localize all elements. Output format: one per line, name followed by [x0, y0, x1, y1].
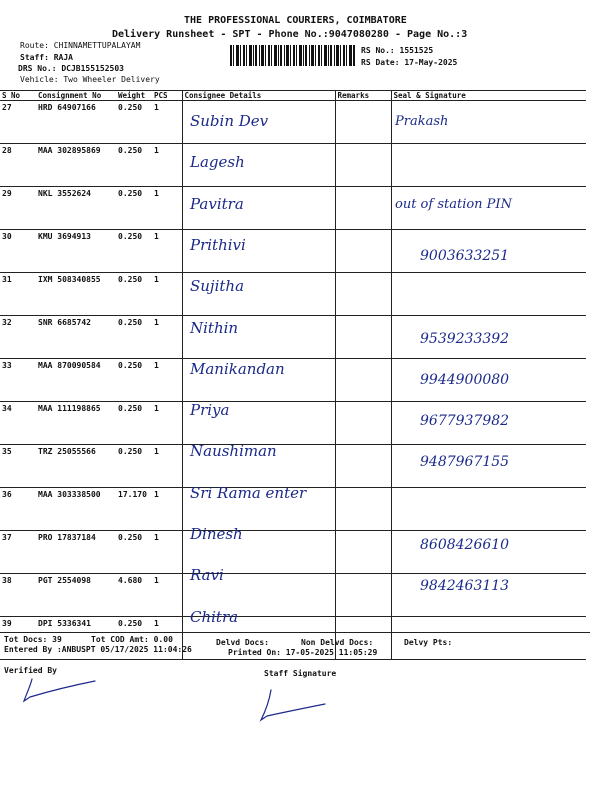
row-consignment-no: PRO 17837184 [36, 531, 116, 574]
row-pcs: 1 [152, 531, 182, 574]
row-pcs: 1 [152, 617, 182, 660]
row-remarks [335, 531, 391, 574]
row-consignment-no: MAA 302895869 [36, 144, 116, 187]
handwritten-consignee-name: Dinesh [190, 525, 243, 543]
col-header-seal: Seal & Signature [391, 91, 586, 101]
row-remarks [335, 574, 391, 617]
staff-signature-label: Staff Signature [264, 669, 337, 678]
row-weight: 0.250 [116, 230, 152, 273]
handwritten-phone: 9003633251 [420, 247, 510, 264]
route: Route: CHINNAMETTUPALAYAM [20, 41, 141, 50]
staff: Staff: RAJA [20, 53, 73, 62]
row-weight: 4.680 [116, 574, 152, 617]
row-sno: 29 [0, 187, 36, 230]
row-sno: 31 [0, 273, 36, 316]
table-row [0, 144, 586, 187]
row-pcs: 1 [152, 187, 182, 230]
row-pcs: 1 [152, 402, 182, 445]
row-pcs: 1 [152, 574, 182, 617]
verified-signature [20, 675, 100, 705]
handwritten-consignee-name: Chitra [190, 607, 239, 626]
non-delivered-docs: Non Delvd Docs: [301, 638, 374, 647]
row-weight: 0.250 [116, 144, 152, 187]
row-consignment-no: MAA 870090584 [36, 359, 116, 402]
staff-signature [255, 688, 335, 724]
table-row [0, 101, 586, 144]
row-pcs: 1 [152, 445, 182, 488]
row-weight: 0.250 [116, 316, 152, 359]
row-pcs: 1 [152, 316, 182, 359]
row-pcs: 1 [152, 230, 182, 273]
row-weight: 0.250 [116, 359, 152, 402]
row-consignment-no: TRZ 25055566 [36, 445, 116, 488]
handwritten-consignee-name: Naushiman [190, 442, 277, 461]
row-sno: 33 [0, 359, 36, 402]
row-consignment-no: NKL 3552624 [36, 187, 116, 230]
row-pcs: 1 [152, 359, 182, 402]
handwritten-consignee-name: Nithin [190, 318, 239, 337]
handwritten-consignee-name: Prithivi [190, 235, 246, 254]
verified-by-label: Verified By [4, 666, 57, 675]
handwritten-phone: 8608426610 [420, 537, 510, 553]
row-sno: 38 [0, 574, 36, 617]
entered-by: Entered By :ANBUSPT 05/17/2025 11:04:26 [4, 645, 192, 654]
row-consignment-no: IXM 508340855 [36, 273, 116, 316]
row-remarks [335, 402, 391, 445]
row-remarks [335, 144, 391, 187]
table-row [0, 273, 586, 316]
row-seal [391, 273, 586, 316]
row-weight: 0.250 [116, 445, 152, 488]
row-remarks [335, 359, 391, 402]
row-pcs: 1 [152, 144, 182, 187]
col-header-remarks: Remarks [335, 91, 391, 101]
row-consignment-no: KMU 3694913 [36, 230, 116, 273]
row-weight: 17.170 [116, 488, 152, 531]
total-cod-amount: Tot COD Amt: 0.00 [91, 635, 173, 644]
row-weight: 0.250 [116, 617, 152, 660]
handwritten-phone: 9487967155 [420, 454, 510, 471]
total-docs: Tot Docs: 39 [4, 635, 62, 644]
row-weight: 0.250 [116, 273, 152, 316]
delivered-docs: Delvd Docs: [216, 638, 269, 647]
col-header-sno: S No [0, 91, 36, 101]
footer-divider [0, 632, 590, 633]
vehicle: Vehicle: Two Wheeler Delivery [20, 75, 160, 84]
handwritten-consignee-name: Sri Rama enter [190, 483, 307, 502]
printed-on: Printed On: 17-05-2025 11:05:29 [228, 648, 378, 657]
handwritten-consignee-name: Priya [190, 401, 230, 420]
row-remarks [335, 187, 391, 230]
row-remarks [335, 445, 391, 488]
row-remarks [335, 316, 391, 359]
handwritten-consignee-name: Sujitha [190, 277, 245, 296]
handwritten-consignee-name: Ravi [190, 566, 224, 585]
col-header-weight: Weight [116, 91, 152, 101]
row-seal [391, 488, 586, 531]
handwritten-phone: 9944900080 [420, 371, 510, 388]
handwritten-consignee-name: Manikandan [190, 359, 285, 378]
row-sno: 30 [0, 230, 36, 273]
row-sno: 34 [0, 402, 36, 445]
col-header-consignment: Consignment No [36, 91, 116, 101]
row-sno: 35 [0, 445, 36, 488]
handwritten-seal: Prakash [395, 114, 449, 129]
rs-number: RS No.: 1551525 [361, 46, 434, 55]
row-consignment-no: SNR 6685742 [36, 316, 116, 359]
handwritten-seal: out of station PIN [395, 196, 512, 212]
row-pcs: 1 [152, 101, 182, 144]
row-sno: 36 [0, 488, 36, 531]
handwritten-phone: 9677937982 [420, 413, 510, 430]
col-header-pcs: PCS [152, 91, 182, 101]
row-consignment-no: HRD 64907166 [36, 101, 116, 144]
row-weight: 0.250 [116, 101, 152, 144]
row-sno: 27 [0, 101, 36, 144]
rs-date: RS Date: 17-May-2025 [361, 58, 458, 67]
row-pcs: 1 [152, 273, 182, 316]
handwritten-phone: 9842463113 [420, 578, 510, 595]
row-seal [391, 144, 586, 187]
row-sno: 32 [0, 316, 36, 359]
row-weight: 0.250 [116, 531, 152, 574]
row-sno: 28 [0, 144, 36, 187]
handwritten-consignee-name: Pavitra [190, 194, 244, 213]
table-header-row [0, 91, 586, 101]
row-consignment-no: PGT 2554098 [36, 574, 116, 617]
drs-number: DRS No.: DCJB155152503 [18, 64, 124, 73]
row-remarks [335, 273, 391, 316]
row-weight: 0.250 [116, 187, 152, 230]
row-consignment-no: MAA 111198865 [36, 402, 116, 445]
row-sno: 39 [0, 617, 36, 660]
row-remarks [335, 101, 391, 144]
row-pcs: 1 [152, 488, 182, 531]
runsheet-title: Delivery Runsheet - SPT - Phone No.:9047080280 - Page No.:3 [112, 29, 468, 40]
row-remarks [335, 488, 391, 531]
row-weight: 0.250 [116, 402, 152, 445]
col-header-consignee: Consignee Details [182, 91, 335, 101]
delivery-points: Delvy Pts: [404, 638, 453, 647]
row-remarks [335, 230, 391, 273]
row-sno: 37 [0, 531, 36, 574]
row-consignment-no: DPI 5336341 [36, 617, 116, 660]
handwritten-phone: 9539233392 [420, 330, 510, 347]
company-name: THE PROFESSIONAL COURIERS, COIMBATORE [184, 15, 407, 26]
row-consignment-no: MAA 303338500 [36, 488, 116, 531]
handwritten-consignee-name: Subin Dev [190, 112, 269, 130]
barcode [230, 45, 355, 66]
handwritten-consignee-name: Lagesh [190, 153, 245, 172]
